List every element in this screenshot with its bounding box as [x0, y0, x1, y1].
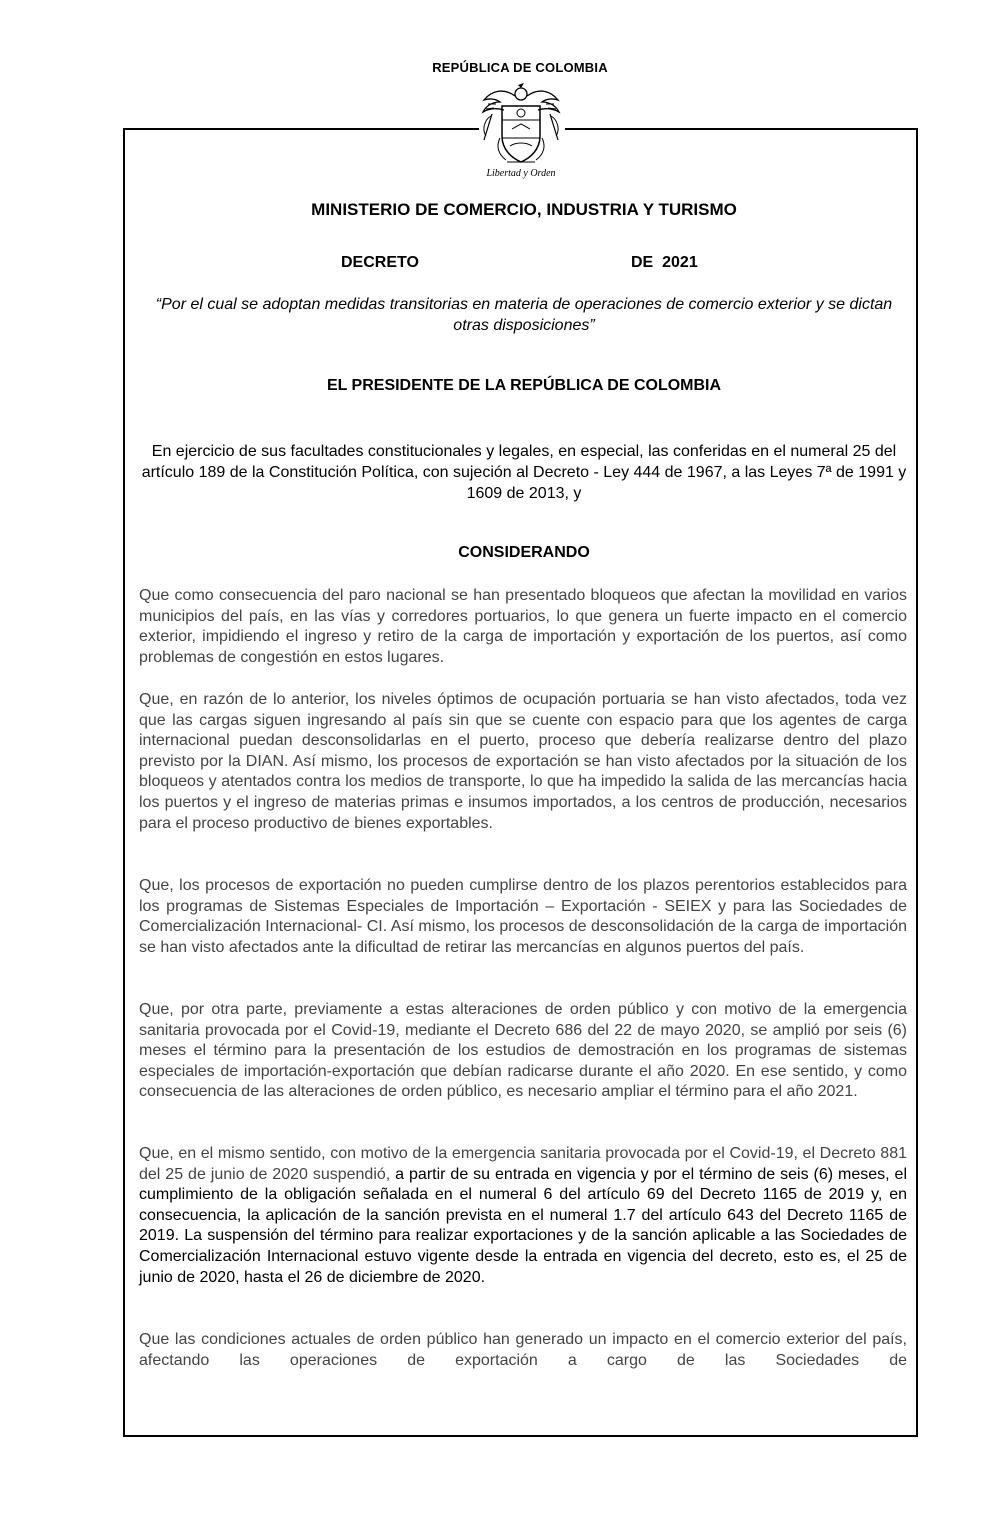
considering-heading: CONSIDERANDO [458, 544, 590, 561]
authority-heading: EL PRESIDENTE DE LA REPÚBLICA DE COLOMBIA [326, 377, 722, 394]
ministry-title: MINISTERIO DE COMERCIO, INDUSTRIA Y TURISMO [311, 200, 737, 219]
country-heading: REPÚBLICA DE COLOMBIA [432, 60, 608, 75]
considering-paragraph-2: Que, en razón de lo anterior, los niveles óptimos de ocupación portuaria se han visto afectados, toda vez que las cargas siguen ingresando al país sin que se cuente con espacio para que los agentes de carga internacional puedan desconsolidarlas en el puerto, proceso que debería realizarse dentro del plazo previsto por la DIAN. Así mismo, los procesos de exportación se han visto afectados por la situación de los bloqueos y atentados contra los medios de transporte, lo que ha impedido la salida de las mercancías hacia los puertos y el ingreso de materias primas e insumos importados, a los centros de producción, necesarios para el proceso productivo de bienes exportables. [139, 691, 907, 832]
decree-subtitle: “Por el cual se adoptan medidas transitorias en materia de operaciones de comercio exterior y se dictan otras disposiciones” [155, 296, 893, 334]
decree-label: DECRETO [341, 254, 419, 271]
considering-paragraph-4: Que, por otra parte, previamente a estas alteraciones de orden público y con motivo de la emergencia sanitaria provocada por el Covid-19, mediante el Decreto 686 del 22 de mayo 2020, se amplió por seis (6) meses el término para la presentación de los estudios de demostración en los programas de sistemas especiales de importación-exportación que debían radicarse durante el año 2020. En ese sentido, y como consecuencia de las alteraciones de orden público, es necesario ampliar el término para el año 2021. [139, 1001, 907, 1101]
frame-left [123, 128, 125, 1437]
considering-paragraph-3: Que, los procesos de exportación no pueden cumplirse dentro de los plazos perentorios establecidos para los programas de Sistemas Especiales de Importación – Exportación - SEIEX y para las Sociedades de Comercialización Internacional- CI. Así mismo, los procesos de desconsolidación de la carga de importación se han visto afectados ante la dificultad de retirar las mercancías en algunos puertos del país. [139, 877, 907, 956]
considering-paragraph-5 [139, 1144, 907, 1288]
motto: Libertad y Orden [486, 168, 556, 179]
frame-right [916, 128, 918, 1437]
paragraph-5-intro: Que, en el mismo sentido, con motivo de la emergencia sanitaria provocada por el Covid-19, el Decreto 881 del 25 de junio de 2020 suspendió, [139, 1145, 907, 1183]
considering-paragraph-1: Que como consecuencia del paro nacional se han presentado bloqueos que afectan la movilidad en varios municipios del país, en las vías y corredores portuarios, lo que genera un fuerte impacto en el comercio exterior, impidiendo el ingreso y retiro de la carga de importación y exportación de los puertos, así como problemas de congestión en estos lugares. [139, 587, 907, 666]
legal-powers: En ejercicio de sus facultades constitucionales y legales, en especial, las conferidas en el numeral 25 del artículo 189 de la Constitución Política, con sujeción al Decreto - Ley 444 de 1967, a las Leyes 7ª de 1991 y 1609 de 2013, y [141, 443, 907, 502]
considering-paragraph-6: Que las condiciones actuales de orden público han generado un impacto en el comercio exterior del país, afectando las operaciones de exportación a cargo de las Sociedades de [139, 1331, 907, 1369]
frame-top-left [123, 128, 479, 130]
decree-year: DE 2021 [631, 254, 698, 271]
paragraph-5-body: a partir de su entrada en vigencia y por el término de seis (6) meses, el cumplimiento de la obligación señalada en el numeral 6 del artículo 69 del Decreto 1165 de 2019 y, en consecuencia, la aplicación de la sanción prevista en el numeral 1.7 del artículo 643 del Decreto 1165 de 2019. La suspensión del término para realizar exportaciones y de la sanción aplicable a las Sociedades de Comercialización Internacional estuvo vigente desde la entrada en vigencia del decreto, esto es, el 25 de junio de 2020, hasta el 26 de diciembre de 2020. [139, 1165, 907, 1286]
frame-top-right [565, 128, 918, 130]
frame-bottom [123, 1435, 918, 1437]
